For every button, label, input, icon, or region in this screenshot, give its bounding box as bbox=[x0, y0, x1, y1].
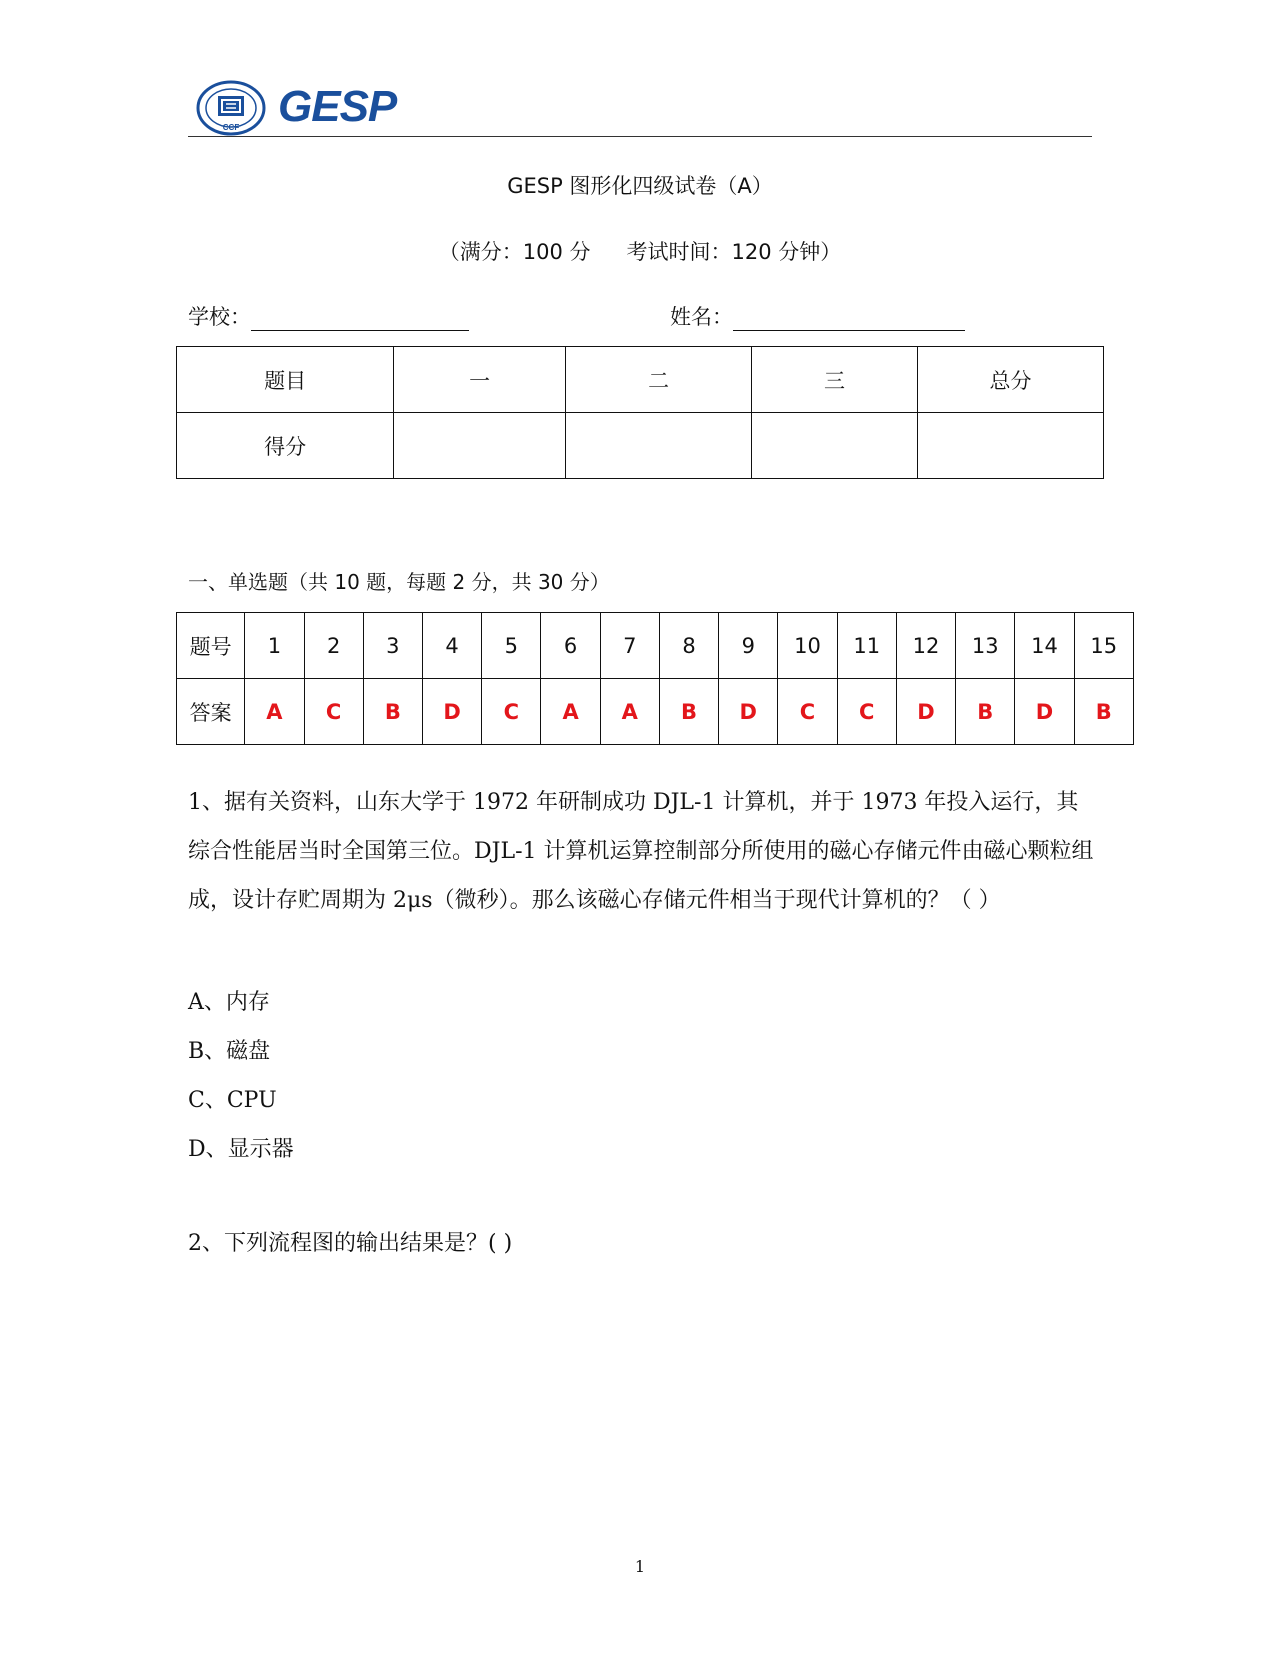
score-table bbox=[176, 346, 1104, 479]
option-c[interactable]: C、CPU bbox=[188, 1088, 277, 1113]
school-field bbox=[188, 301, 469, 331]
page-number: 1 bbox=[634, 1557, 646, 1576]
question-number-cell: 7 bbox=[600, 613, 659, 679]
question-number-cell: 3 bbox=[363, 613, 422, 679]
exam-time-text: 考试时间：120 分钟） bbox=[626, 240, 842, 264]
school-label: 学校： bbox=[188, 305, 251, 329]
answer-cell: C bbox=[837, 679, 896, 745]
answer-cell: A bbox=[245, 679, 304, 745]
question-number-label: 题号 bbox=[177, 613, 245, 679]
school-blank[interactable] bbox=[251, 308, 469, 331]
ccf-logo-icon bbox=[196, 80, 266, 136]
answer-cell: C bbox=[482, 679, 541, 745]
question-number-cell: 4 bbox=[422, 613, 481, 679]
score-cell[interactable] bbox=[566, 413, 752, 479]
answer-cell: B bbox=[363, 679, 422, 745]
section-heading: 一、单选题（共 10 题，每题 2 分，共 30 分） bbox=[188, 570, 610, 594]
answer-label: 答案 bbox=[177, 679, 245, 745]
question-1-text: 1、据有关资料，山东大学于 1972 年研制成功 DJL-1 计算机，并于 1973 年投入运行，其综合性能居当时全国第三位。DJL-1 计算机运算控制部分所使用的磁心存储元件由磁心颗粒组成，设计存贮周期为 2μs（微秒）。那么该磁心存储元件相当于现代计算机的？（ ） bbox=[188, 790, 1094, 913]
question-number-cell: 15 bbox=[1074, 613, 1133, 679]
table-row bbox=[177, 347, 1104, 413]
question-2-text: 2、下列流程图的输出结果是？( ) bbox=[188, 1231, 513, 1256]
answer-cell: D bbox=[422, 679, 481, 745]
question-number-cell: 9 bbox=[719, 613, 778, 679]
score-header-cell: 一 bbox=[394, 347, 566, 413]
question-number-cell: 13 bbox=[956, 613, 1015, 679]
score-cell[interactable] bbox=[394, 413, 566, 479]
table-row bbox=[177, 679, 1134, 745]
name-field bbox=[670, 301, 965, 331]
option-d[interactable]: D、显示器 bbox=[188, 1137, 294, 1162]
answer-cell: D bbox=[719, 679, 778, 745]
question-number-cell: 12 bbox=[896, 613, 955, 679]
full-score-text: （满分：100 分 bbox=[438, 240, 591, 264]
answer-table bbox=[176, 612, 1134, 745]
score-header-cell: 三 bbox=[752, 347, 918, 413]
question-number-cell: 1 bbox=[245, 613, 304, 679]
question-number-cell: 8 bbox=[659, 613, 718, 679]
question-number-cell: 5 bbox=[482, 613, 541, 679]
answer-cell: C bbox=[778, 679, 837, 745]
svg-text:CCF: CCF bbox=[222, 123, 240, 132]
page-subtitle bbox=[0, 236, 1280, 266]
table-row bbox=[177, 413, 1104, 479]
score-header-cell: 总分 bbox=[917, 347, 1103, 413]
score-row-label: 得分 bbox=[177, 413, 394, 479]
table-row bbox=[177, 613, 1134, 679]
name-blank[interactable] bbox=[733, 308, 965, 331]
option-b[interactable]: B、磁盘 bbox=[188, 1039, 271, 1064]
score-cell[interactable] bbox=[752, 413, 918, 479]
gesp-logo: GESP bbox=[278, 82, 397, 131]
score-header-cell: 题目 bbox=[177, 347, 394, 413]
option-a[interactable]: A、内存 bbox=[188, 990, 270, 1015]
question-number-cell: 6 bbox=[541, 613, 600, 679]
answer-cell: B bbox=[956, 679, 1015, 745]
answer-cell: A bbox=[541, 679, 600, 745]
score-header-cell: 二 bbox=[566, 347, 752, 413]
answer-cell: A bbox=[600, 679, 659, 745]
answer-cell: B bbox=[659, 679, 718, 745]
name-label: 姓名： bbox=[670, 305, 733, 329]
score-cell[interactable] bbox=[917, 413, 1103, 479]
page-title: GESP 图形化四级试卷（A） bbox=[507, 174, 773, 198]
question-number-cell: 11 bbox=[837, 613, 896, 679]
header bbox=[188, 80, 1088, 138]
question-number-cell: 14 bbox=[1015, 613, 1074, 679]
answer-cell: C bbox=[304, 679, 363, 745]
answer-cell: D bbox=[1015, 679, 1074, 745]
header-divider bbox=[188, 136, 1092, 137]
question-number-cell: 10 bbox=[778, 613, 837, 679]
answer-cell: D bbox=[896, 679, 955, 745]
answer-cell: B bbox=[1074, 679, 1133, 745]
question-number-cell: 2 bbox=[304, 613, 363, 679]
